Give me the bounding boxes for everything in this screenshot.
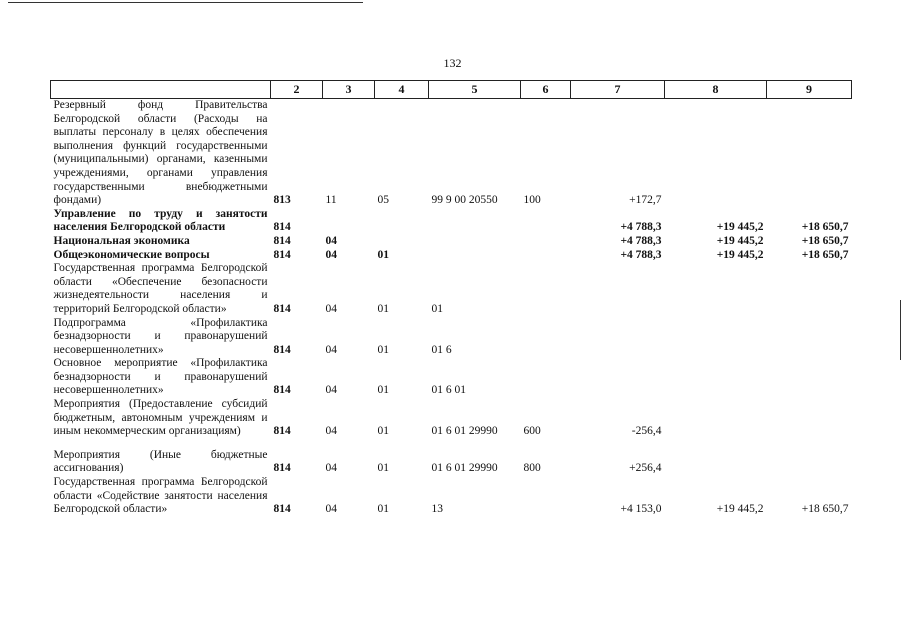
col-5-target-article: 99 9 00 20550 <box>431 194 498 207</box>
row-name: Государственная программа Белгородской области «Содействие занятости населения Белгородской области» <box>53 476 268 516</box>
row-name: Основное мероприятие «Профилактика безнадзорности и правонарушений несовершеннолетних» <box>53 357 268 397</box>
row-name: Мероприятия (Предоставление субсидий бюджетным, автономным учреждениям и иным некоммерческим организациям) <box>53 398 268 438</box>
col-5-target-article: 01 6 01 <box>431 384 466 397</box>
col-3-section: 04 <box>325 503 337 516</box>
col-9-amount: +18 650,7 <box>801 221 849 234</box>
col-2-code: 814 <box>273 384 291 397</box>
row-name: Государственная программа Белгородской области «Обеспечение безопасности жизнедеятельности населения и территорий Белгородской области» <box>53 262 268 315</box>
col-4-subsection: 01 <box>377 343 389 356</box>
header-col-4: 4 <box>375 81 429 99</box>
col-8-amount: +19 445,2 <box>716 234 764 247</box>
col-3-section: 04 <box>325 234 337 247</box>
header-col-9: 9 <box>767 81 852 99</box>
row-name: Общеэкономические вопросы <box>53 248 210 261</box>
col-8-amount <box>665 262 767 316</box>
col-2-code: 814 <box>273 503 291 516</box>
col-7-amount: +4 788,3 <box>620 221 662 234</box>
header-col-7: 7 <box>571 81 665 99</box>
row-name: Управление по труду и занятости населения Белгородской области <box>53 207 268 234</box>
table-row <box>51 317 852 358</box>
col-6-expense-type <box>521 476 571 517</box>
col-6-expense-type <box>521 249 571 263</box>
col-6-expense-type <box>521 208 571 235</box>
table-header <box>51 81 852 99</box>
col-2-code: 814 <box>273 248 291 261</box>
col-2-code: 813 <box>273 194 291 207</box>
col-6-expense-type <box>521 317 571 358</box>
col-4-subsection: 01 <box>377 462 389 475</box>
table-row <box>51 357 852 398</box>
col-4-subsection <box>375 235 429 249</box>
col-9-amount: +18 650,7 <box>801 234 849 247</box>
col-4-subsection: 01 <box>377 302 389 315</box>
header-col-3: 3 <box>323 81 375 99</box>
col-6-expense-type: 100 <box>523 194 541 207</box>
col-8-amount <box>665 99 767 208</box>
col-6-expense-type <box>521 357 571 398</box>
col-9-amount <box>767 317 852 358</box>
col-3-section <box>323 208 375 235</box>
col-2-code: 814 <box>273 343 291 356</box>
col-8-amount <box>665 317 767 358</box>
col-8-amount <box>665 439 767 476</box>
header-col-6: 6 <box>521 81 571 99</box>
table-row <box>51 439 852 476</box>
col-4-subsection: 01 <box>377 425 389 438</box>
col-3-section: 04 <box>325 425 337 438</box>
col-8-amount <box>665 398 767 439</box>
col-4-subsection: 01 <box>377 248 389 261</box>
col-8-amount: +19 445,2 <box>716 221 764 234</box>
col-5-target-article: 01 <box>431 302 443 315</box>
col-3-section: 04 <box>325 384 337 397</box>
col-4-subsection: 01 <box>377 384 389 397</box>
col-5-target-article <box>429 249 521 263</box>
table-row <box>51 208 852 235</box>
col-5-target-article: 01 6 <box>431 343 452 356</box>
table-row <box>51 249 852 263</box>
table-body <box>51 99 852 517</box>
col-7-amount: -256,4 <box>631 425 662 438</box>
row-name: Резервный фонд Правительства Белгородской области (Расходы на выплаты персоналу в целях обеспечения выполнения функций государственными (муниципальными) органами, казенными учреждениями, органами управления государственными внебюджетными фондами) <box>53 99 268 207</box>
col-6-expense-type: 800 <box>523 462 541 475</box>
col-5-target-article: 01 6 01 29990 <box>431 462 498 475</box>
col-3-section: 04 <box>325 343 337 356</box>
table-row <box>51 235 852 249</box>
col-7-amount: +256,4 <box>629 462 662 475</box>
budget-table <box>50 80 852 517</box>
col-7-amount <box>571 317 665 358</box>
col-3-section: 04 <box>325 462 337 475</box>
col-9-amount: +18 650,7 <box>801 248 849 261</box>
table-row <box>51 398 852 439</box>
col-7-amount: +172,7 <box>629 194 662 207</box>
header-col-2: 2 <box>271 81 323 99</box>
col-2-code: 814 <box>273 221 291 234</box>
col-7-amount: +4 153,0 <box>620 503 662 516</box>
col-7-amount <box>571 262 665 316</box>
col-4-subsection: 05 <box>377 194 389 207</box>
col-2-code: 814 <box>273 425 291 438</box>
col-9-amount <box>767 398 852 439</box>
col-8-amount: +19 445,2 <box>716 248 764 261</box>
col-5-target-article <box>429 208 521 235</box>
scan-artifact <box>900 300 901 360</box>
col-9-amount <box>767 357 852 398</box>
scan-artifact <box>8 2 363 3</box>
row-name: Подпрограмма «Профилактика безнадзорности и правонарушений несовершеннолетних» <box>53 316 268 356</box>
header-col-1 <box>51 81 271 99</box>
header-row <box>51 81 852 99</box>
table-row <box>51 476 852 517</box>
col-2-code: 814 <box>273 462 291 475</box>
col-2-code: 814 <box>273 234 291 247</box>
col-9-amount <box>767 262 852 316</box>
col-5-target-article: 01 6 01 29990 <box>431 425 498 438</box>
header-col-5: 5 <box>429 81 521 99</box>
col-4-subsection <box>375 208 429 235</box>
row-name: Мероприятия (Иные бюджетные ассигнования) <box>53 448 268 475</box>
col-8-amount <box>665 357 767 398</box>
col-7-amount: +4 788,3 <box>620 248 662 261</box>
col-5-target-article: 13 <box>431 503 443 516</box>
col-6-expense-type <box>521 235 571 249</box>
col-7-amount: +4 788,3 <box>620 234 662 247</box>
col-6-expense-type <box>521 262 571 316</box>
page-number: 132 <box>443 56 462 70</box>
row-name: Национальная экономика <box>53 234 190 247</box>
col-5-target-article <box>429 235 521 249</box>
col-3-section: 11 <box>325 194 337 207</box>
col-3-section: 04 <box>325 302 337 315</box>
table-row <box>51 99 852 208</box>
col-7-amount <box>571 357 665 398</box>
table-row <box>51 262 852 316</box>
col-6-expense-type: 600 <box>523 425 541 438</box>
col-4-subsection: 01 <box>377 503 389 516</box>
col-9-amount: +18 650,7 <box>801 503 849 516</box>
col-2-code: 814 <box>273 302 291 315</box>
col-9-amount <box>767 99 852 208</box>
col-8-amount: +19 445,2 <box>716 503 764 516</box>
col-9-amount <box>767 439 852 476</box>
header-col-8: 8 <box>665 81 767 99</box>
col-3-section: 04 <box>325 248 337 261</box>
